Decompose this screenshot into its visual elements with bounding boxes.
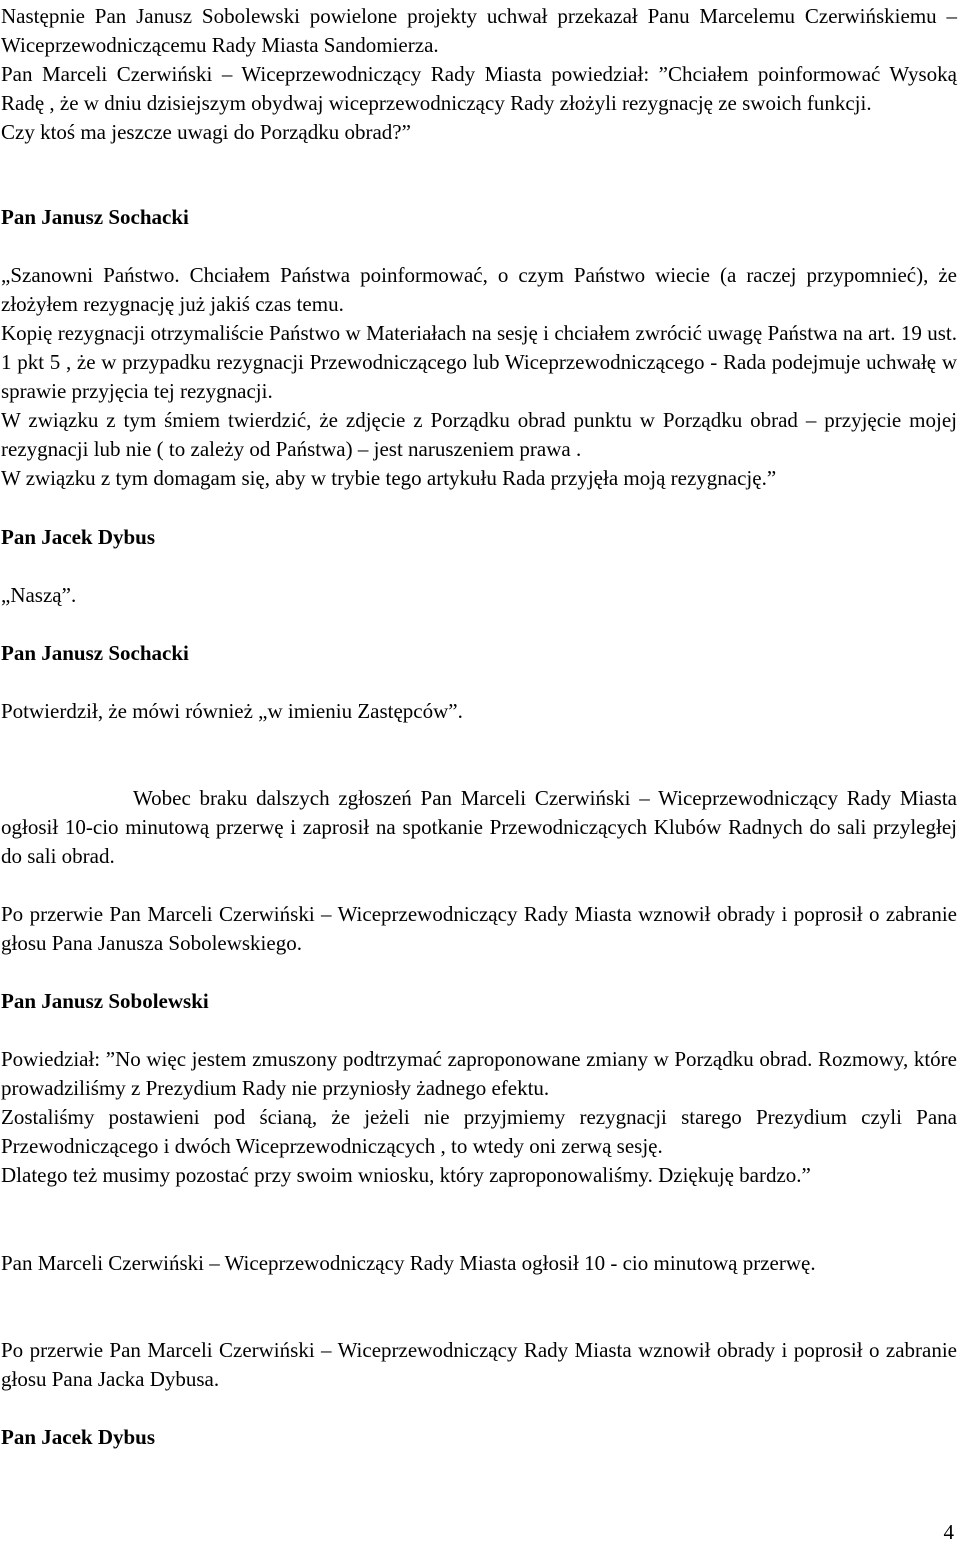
speaker-heading: Pan Janusz Sobolewski — [1, 989, 209, 1013]
text-line: W związku z tym śmiem twierdzić, że zdjęcie z Porządku obrad punktu w Porządku obrad – przyjęcie mojej rezygnacji lub nie ( to zależy od Państwa) – jest naruszeniem prawa . — [1, 408, 957, 461]
text-line: „Szanowni Państwo. Chciałem Państwa poinformować, o czym Państwo wiecie (a raczej przypomnieć), że złożyłem rezygnację już jakiś czas temu. — [1, 263, 957, 316]
resume-announcement: Po przerwie Pan Marceli Czerwiński – Wiceprzewodniczący Rady Miasta wznowił obrady i poprosił o zabranie głosu Pana Janusza Sobolewskiego. — [1, 902, 957, 955]
speaker-heading: Pan Janusz Sochacki — [1, 205, 189, 229]
break-announcement: Wobec braku dalszych zgłoszeń Pan Marceli Czerwiński – Wiceprzewodniczący Rady Miasta ogłosił 10-cio minutową przerwę i zaprosił na spotkanie Przewodniczących Klubów Radnych do sali przyległej do sali obrad. — [1, 786, 957, 868]
text-line: Kopię rezygnacji otrzymaliście Państwo w Materiałach na sesję i chciałem zwrócić uwagę Państwa na art. 19 ust. 1 pkt 5 , że w przypadku rezygnacji Przewodniczącego lub Wiceprzewodniczącego - Rada podejmuje uchwałę w sprawie przyjęcia tej rezygnacji. — [1, 321, 957, 403]
speaker-heading: Pan Jacek Dybus — [1, 525, 156, 549]
sochacki-statement — [1, 261, 957, 493]
sobolewski-statement — [1, 1045, 957, 1190]
speaker-heading: Pan Janusz Sochacki — [1, 641, 189, 665]
break-announcement-2: Pan Marceli Czerwiński – Wiceprzewodniczący Rady Miasta ogłosił 10 - cio minutową przerwę. — [1, 1251, 816, 1275]
text-line: Zostaliśmy postawieni pod ścianą, że jeżeli nie przyjmiemy rezygnacji starego Prezydium czyli Pana Przewodniczącego i dwóch Wiceprzewodniczących , to wtedy oni zerwą sesję. — [1, 1105, 957, 1158]
speaker-heading: Pan Jacek Dybus — [1, 1425, 156, 1449]
text-line: Dlatego też musimy pozostać przy swoim wniosku, który zaproponowaliśmy. Dziękuję bardzo.” — [1, 1163, 811, 1187]
text-line: Czy ktoś ma jeszcze uwagi do Porządku obrad?” — [1, 120, 411, 144]
sochacki-confirmation: Potwierdził, że mówi również „w imieniu Zastępców”. — [1, 699, 463, 723]
text-line: Pan Marceli Czerwiński – Wiceprzewodniczący Rady Miasta powiedział: ”Chciałem poinformować Wysoką Radę , że w dniu dzisiejszym obydwaj wiceprzewodniczący Rady złożyli rezygnację ze swoich funkcji. — [1, 62, 957, 115]
resume-announcement-2: Po przerwie Pan Marceli Czerwiński – Wiceprzewodniczący Rady Miasta wznowił obrady i poprosił o zabranie głosu Pana Jacka Dybusa. — [1, 1338, 957, 1391]
text-line: Następnie Pan Janusz Sobolewski powielone projekty uchwał przekazał Panu Marcelemu Czerwińskiemu – Wiceprzewodniczącemu Rady Miasta Sandomierza. — [1, 4, 957, 57]
text-line: Powiedział: ”No więc jestem zmuszony podtrzymać zaproponowane zmiany w Porządku obrad. Rozmowy, które prowadziliśmy z Prezydium Rady nie przyniosły żadnego efektu. — [1, 1047, 957, 1100]
page-number: 4 — [943, 1520, 954, 1544]
opening-paragraph — [1, 2, 957, 147]
dybus-statement: „Naszą”. — [1, 583, 77, 607]
text-line: W związku z tym domagam się, aby w trybie tego artykułu Rada przyjęła moją rezygnację.” — [1, 466, 777, 490]
